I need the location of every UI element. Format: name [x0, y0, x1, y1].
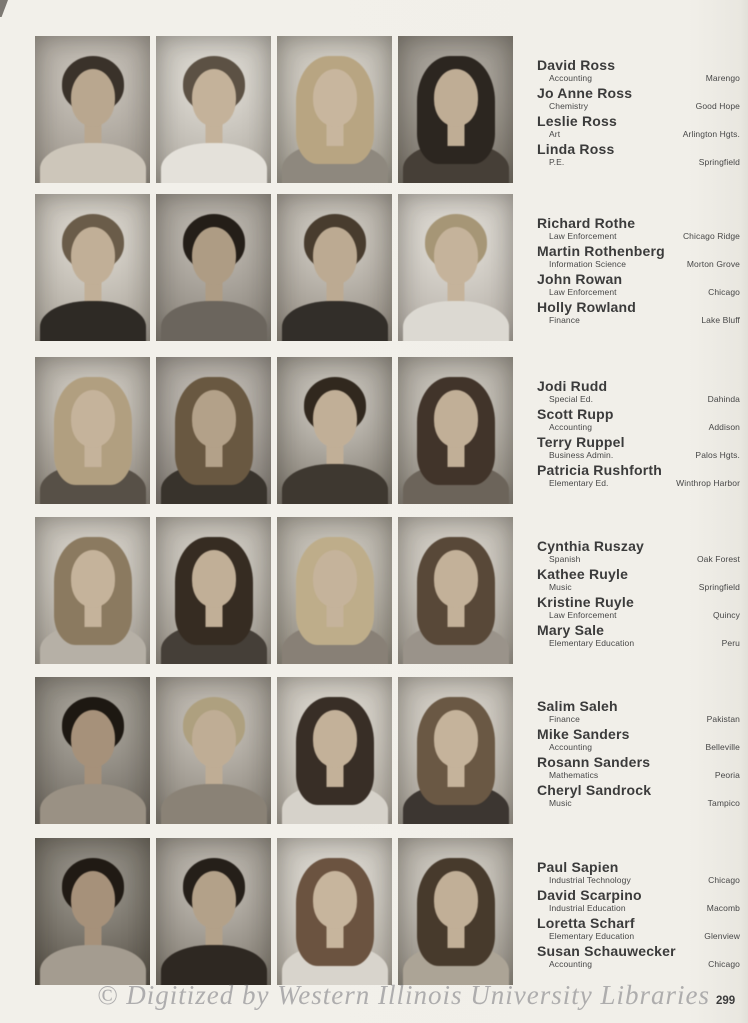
student-name: Mike Sanders	[537, 726, 630, 742]
student-major: Industrial Technology	[549, 875, 631, 885]
student-name: David Scarpino	[537, 887, 642, 903]
portrait-photo	[277, 517, 392, 664]
photo-strip	[35, 838, 513, 985]
student-name: Paul Sapien	[537, 859, 619, 875]
student-major: Information Science	[549, 259, 627, 269]
student-entry	[537, 407, 740, 432]
portrait-torso	[161, 945, 267, 985]
student-entry	[537, 435, 740, 460]
portrait-photo	[35, 677, 150, 824]
student-detail	[537, 770, 740, 780]
student-major: Accounting	[549, 742, 593, 752]
photo-strip	[35, 517, 513, 664]
student-name: Loretta Scharf	[537, 915, 635, 931]
portrait-face	[434, 871, 478, 928]
student-major: Elementary Education	[549, 931, 635, 941]
portrait-photo	[277, 838, 392, 985]
portrait-torso	[161, 301, 267, 341]
portrait-face	[192, 710, 236, 767]
portrait-face	[313, 871, 357, 928]
student-entry	[537, 244, 740, 269]
yearbook-row	[35, 357, 740, 504]
portrait-face	[313, 710, 357, 767]
student-detail	[537, 714, 740, 724]
student-entry	[537, 86, 740, 111]
portrait-face	[434, 69, 478, 126]
student-name: Patricia Rushforth	[537, 462, 662, 478]
student-name: Holly Rowland	[537, 299, 637, 315]
student-name: Jo Anne Ross	[537, 85, 633, 101]
student-entry	[537, 755, 740, 780]
student-name: David Ross	[537, 57, 616, 73]
portrait-face	[71, 550, 115, 607]
student-entry	[537, 58, 740, 83]
student-hometown: Macomb	[706, 903, 740, 913]
portrait-face	[192, 390, 236, 447]
portrait-torso	[161, 784, 267, 824]
portrait-face	[71, 710, 115, 767]
student-name: Richard Rothe	[537, 215, 636, 231]
student-entry	[537, 699, 740, 724]
portrait-photo	[398, 677, 513, 824]
student-detail	[537, 259, 740, 269]
yearbook-row	[35, 677, 740, 824]
portrait-photo	[277, 36, 392, 183]
portrait-torso	[282, 464, 388, 504]
student-major: Law Enforcement	[549, 287, 617, 297]
student-name: Jodi Rudd	[537, 378, 608, 394]
portrait-photo	[277, 194, 392, 341]
photo-strip	[35, 194, 513, 341]
portrait-face	[313, 69, 357, 126]
student-detail	[537, 638, 740, 648]
student-hometown: Chicago Ridge	[682, 231, 740, 241]
portrait-photo	[156, 838, 271, 985]
student-detail	[537, 129, 740, 139]
student-hometown: Palos Hgts.	[695, 450, 740, 460]
portrait-face	[71, 871, 115, 928]
portrait-face	[434, 710, 478, 767]
student-major: Spanish	[549, 554, 581, 564]
student-major: P.E.	[549, 157, 565, 167]
portrait-face	[192, 69, 236, 126]
portrait-photo	[156, 36, 271, 183]
digitization-watermark: © Digitized by Western Illinois University Libraries	[97, 980, 710, 1010]
portrait-photo	[398, 357, 513, 504]
student-detail	[537, 101, 740, 111]
student-detail	[537, 394, 740, 404]
student-detail	[537, 157, 740, 167]
student-name: Susan Schauwecker	[537, 943, 676, 959]
student-major: Mathematics	[549, 770, 599, 780]
portrait-face	[434, 550, 478, 607]
student-name: Terry Ruppel	[537, 434, 625, 450]
student-hometown: Lake Bluff	[701, 315, 740, 325]
yearbook-row	[35, 194, 740, 341]
student-detail	[537, 798, 740, 808]
portrait-photo	[277, 357, 392, 504]
portrait-photo	[35, 838, 150, 985]
student-hometown: Peoria	[714, 770, 740, 780]
student-detail	[537, 287, 740, 297]
student-hometown: Addison	[708, 422, 740, 432]
portrait-photo	[35, 357, 150, 504]
portrait-photo	[277, 677, 392, 824]
photo-strip	[35, 677, 513, 824]
student-entry	[537, 567, 740, 592]
student-name: Leslie Ross	[537, 113, 618, 129]
student-hometown: Marengo	[705, 73, 740, 83]
student-hometown: Morton Grove	[686, 259, 740, 269]
portrait-face	[434, 227, 478, 284]
portrait-photo	[156, 194, 271, 341]
student-detail	[537, 73, 740, 83]
student-detail	[537, 422, 740, 432]
portrait-torso	[161, 143, 267, 183]
photo-strip	[35, 36, 513, 183]
student-major: Music	[549, 798, 572, 808]
student-entry	[537, 216, 740, 241]
student-hometown: Springfield	[698, 582, 740, 592]
student-major: Law Enforcement	[549, 231, 617, 241]
portrait-photo	[156, 517, 271, 664]
student-name: John Rowan	[537, 271, 623, 287]
yearbook-row	[35, 36, 740, 183]
student-entry	[537, 539, 740, 564]
student-major: Art	[549, 129, 561, 139]
student-hometown: Oak Forest	[696, 554, 740, 564]
row-entries	[537, 379, 740, 491]
portrait-torso	[40, 301, 146, 341]
student-major: Music	[549, 582, 572, 592]
student-detail	[537, 931, 740, 941]
portrait-photo	[156, 677, 271, 824]
student-hometown: Chicago	[708, 287, 740, 297]
student-detail	[537, 742, 740, 752]
student-entry	[537, 272, 740, 297]
portrait-photo	[398, 194, 513, 341]
portrait-face	[192, 871, 236, 928]
student-hometown: Tampico	[707, 798, 740, 808]
portrait-face	[192, 550, 236, 607]
student-name: Mary Sale	[537, 622, 605, 638]
photo-strip	[35, 357, 513, 504]
student-hometown: Pakistan	[706, 714, 740, 724]
row-entries	[537, 860, 740, 972]
scan-corner-mark	[0, 0, 8, 17]
student-hometown: Quincy	[712, 610, 740, 620]
student-hometown: Dahinda	[707, 394, 740, 404]
student-detail	[537, 875, 740, 885]
student-name: Kristine Ruyle	[537, 594, 634, 610]
student-major: Finance	[549, 714, 580, 724]
student-detail	[537, 315, 740, 325]
student-detail	[537, 959, 740, 969]
portrait-torso	[282, 301, 388, 341]
student-name: Cheryl Sandrock	[537, 782, 652, 798]
student-entry	[537, 463, 740, 488]
student-entry	[537, 860, 740, 885]
student-hometown: Springfield	[698, 157, 740, 167]
student-major: Business Admin.	[549, 450, 614, 460]
student-entry	[537, 595, 740, 620]
row-entries	[537, 539, 740, 651]
portrait-photo	[398, 517, 513, 664]
row-entries	[537, 216, 740, 328]
student-entry	[537, 916, 740, 941]
portrait-photo	[398, 36, 513, 183]
student-entry	[537, 114, 740, 139]
portrait-face	[313, 227, 357, 284]
student-hometown: Winthrop Harbor	[676, 478, 740, 488]
student-major: Special Ed.	[549, 394, 594, 404]
student-entry	[537, 888, 740, 913]
portrait-face	[71, 69, 115, 126]
student-hometown: Chicago	[708, 959, 740, 969]
portrait-face	[192, 227, 236, 284]
row-entries	[537, 699, 740, 811]
portrait-torso	[403, 301, 509, 341]
student-detail	[537, 450, 740, 460]
student-major: Accounting	[549, 959, 593, 969]
student-detail	[537, 231, 740, 241]
student-entry	[537, 727, 740, 752]
student-major: Elementary Education	[549, 638, 635, 648]
student-entry	[537, 783, 740, 808]
portrait-face	[71, 227, 115, 284]
student-hometown: Glenview	[704, 931, 740, 941]
student-detail	[537, 903, 740, 913]
student-detail	[537, 478, 740, 488]
student-hometown: Peru	[721, 638, 740, 648]
student-name: Cynthia Ruszay	[537, 538, 645, 554]
student-major: Finance	[549, 315, 580, 325]
student-hometown: Belleville	[705, 742, 740, 752]
student-entry	[537, 142, 740, 167]
student-hometown: Chicago	[708, 875, 740, 885]
page-number: 299	[716, 995, 736, 1007]
student-entry	[537, 300, 740, 325]
student-entry	[537, 379, 740, 404]
portrait-photo	[35, 36, 150, 183]
student-major: Accounting	[549, 73, 593, 83]
student-hometown: Good Hope	[695, 101, 740, 111]
portrait-face	[313, 550, 357, 607]
student-detail	[537, 582, 740, 592]
student-name: Kathee Ruyle	[537, 566, 629, 582]
yearbook-row	[35, 838, 740, 985]
student-major: Industrial Education	[549, 903, 626, 913]
portrait-face	[434, 390, 478, 447]
portrait-photo	[398, 838, 513, 985]
student-major: Law Enforcement	[549, 610, 617, 620]
student-hometown: Arlington Hgts.	[682, 129, 740, 139]
portrait-torso	[40, 945, 146, 985]
portrait-torso	[40, 143, 146, 183]
student-name: Salim Saleh	[537, 698, 618, 714]
student-major: Accounting	[549, 422, 593, 432]
student-name: Linda Ross	[537, 141, 615, 157]
student-major: Elementary Ed.	[549, 478, 609, 488]
student-detail	[537, 554, 740, 564]
student-major: Chemistry	[549, 101, 589, 111]
yearbook-row	[35, 517, 740, 664]
portrait-face	[313, 390, 357, 447]
student-entry	[537, 623, 740, 648]
student-entry	[537, 944, 740, 969]
portrait-face	[71, 390, 115, 447]
portrait-torso	[40, 784, 146, 824]
row-entries	[537, 58, 740, 170]
student-name: Rosann Sanders	[537, 754, 651, 770]
student-name: Martin Rothenberg	[537, 243, 665, 259]
student-detail	[537, 610, 740, 620]
portrait-photo	[35, 194, 150, 341]
portrait-photo	[35, 517, 150, 664]
portrait-photo	[156, 357, 271, 504]
student-name: Scott Rupp	[537, 406, 614, 422]
